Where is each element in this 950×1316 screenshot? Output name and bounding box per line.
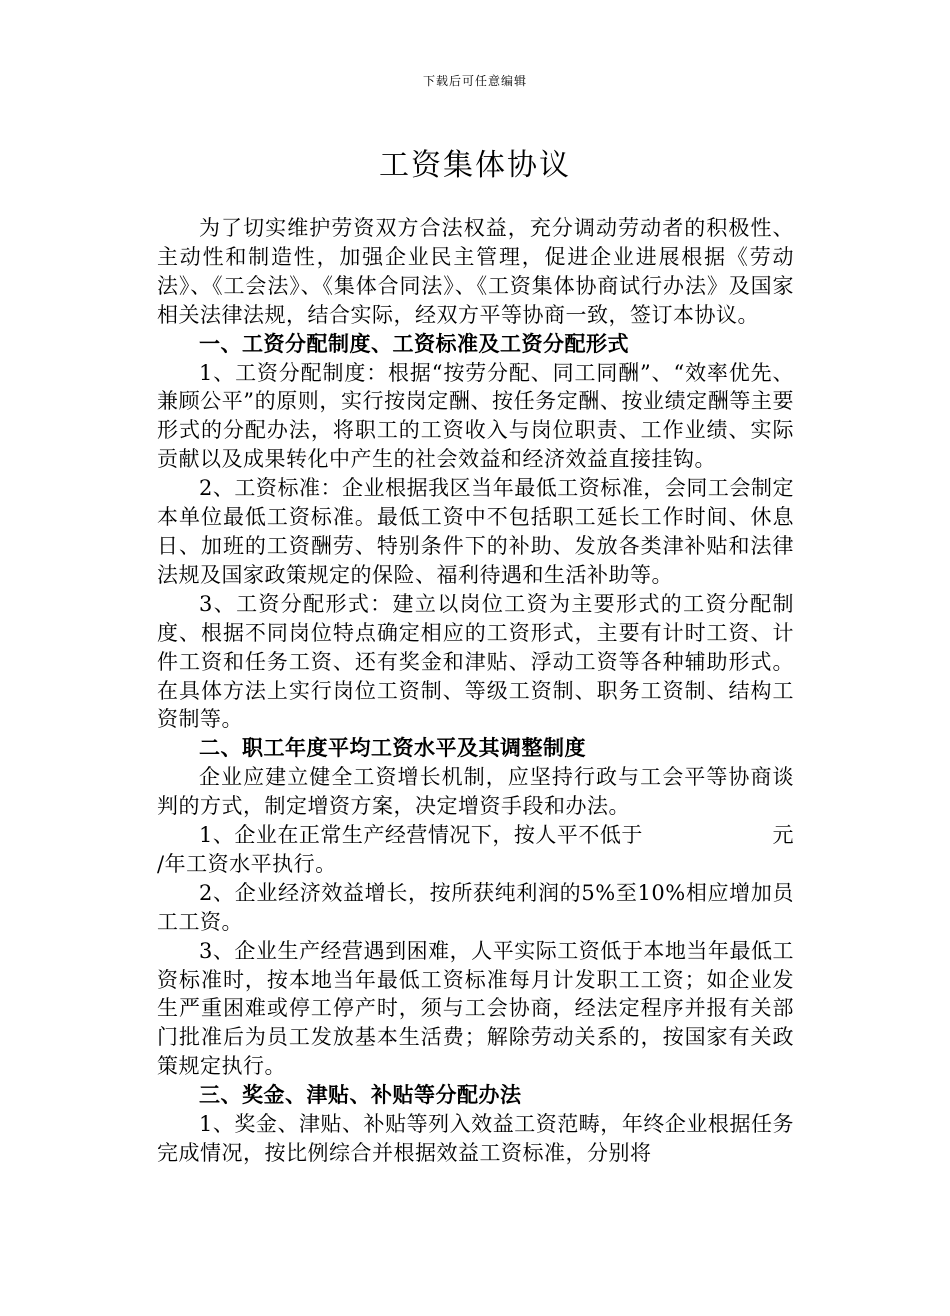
document-body — [157, 214, 794, 1168]
section2-paragraph-0: 企业应建立健全工资增长机制，应坚持行政与工会平等协商谈判的方式，制定增资方案，决定增资手段和办法。 — [157, 765, 794, 819]
section2-paragraph-1 — [157, 821, 794, 850]
section2-paragraph-1-unit: 元 — [772, 823, 794, 848]
section-heading-2: 二、职工年度平均工资水平及其调整制度 — [199, 736, 586, 761]
section2-paragraph-1-continued: /年工资水平执行。 — [157, 851, 337, 876]
section2-paragraph-3: 3、企业生产经营遇到困难，人平实际工资低于本地当年最低工资标准时，按本地当年最低工资标准每月计发职工工资；如企业发生严重困难或停工停产时，须与工会协商，经法定程序并报有关部门批准后为员工发放基本生活费；解除劳动关系的，按国家有关政策规定执行。 — [157, 938, 794, 1079]
section1-paragraph-1: 1、工资分配制度：根据“按劳分配、同工同酬”、“效率优先、兼顾公平”的原则，实行按岗定酬、按任务定酬、按业绩定酬等主要形式的分配办法，将职工的工资收入与岗位职责、工作业绩、实际贡献以及成果转化中产生的社会效益和经济效益直接挂钩。 — [157, 360, 794, 472]
section2-paragraph-1-text: 1、企业在正常生产经营情况下，按人平不低于 — [199, 823, 643, 848]
section1-paragraph-2: 2、工资标准：企业根据我区当年最低工资标准，会同工会制定本单位最低工资标准。最低工资中不包括职工延长工作时间、休息日、加班的工资酬劳、特别条件下的补助、发放各类津补贴和法律法规及国家政策规定的保险、福利待遇和生活补助等。 — [157, 476, 794, 587]
section2-paragraph-2: 2、企业经济效益增长，按所获纯利润的5%至10%相应增加员工工资。 — [157, 880, 794, 934]
section-heading-3: 三、奖金、津贴、补贴等分配办法 — [199, 1083, 522, 1108]
intro-paragraph: 为了切实维护劳资双方合法权益，充分调动劳动者的积极性、主动性和制造性，加强企业民主管理，促进企业进展根据《劳动法》、《工会法》、《集体合同法》、《工资集体协商试行办法》及国家相关法律法规，结合实际，经双方平等协商一致，签订本协议。 — [157, 216, 794, 327]
header-note: 下载后可任意编辑 — [422, 74, 527, 88]
section3-paragraph-1: 1、奖金、津贴、补贴等列入效益工资范畴，年终企业根据任务完成情况，按比例综合并根据效益工资标准，分别将 — [157, 1112, 794, 1165]
section-heading-1: 一、工资分配制度、工资标准及工资分配形式 — [199, 331, 629, 356]
section1-paragraph-3: 3、工资分配形式：建立以岗位工资为主要形式的工资分配制度、根据不同岗位特点确定相应的工资形式，主要有计时工资、计件工资和任务工资、还有奖金和津贴、浮动工资等各种辅助形式。在具体方法上实行岗位工资制、等级工资制、职务工资制、结构工资制等。 — [157, 591, 794, 732]
document-title: 工资集体协议 — [379, 148, 571, 183]
